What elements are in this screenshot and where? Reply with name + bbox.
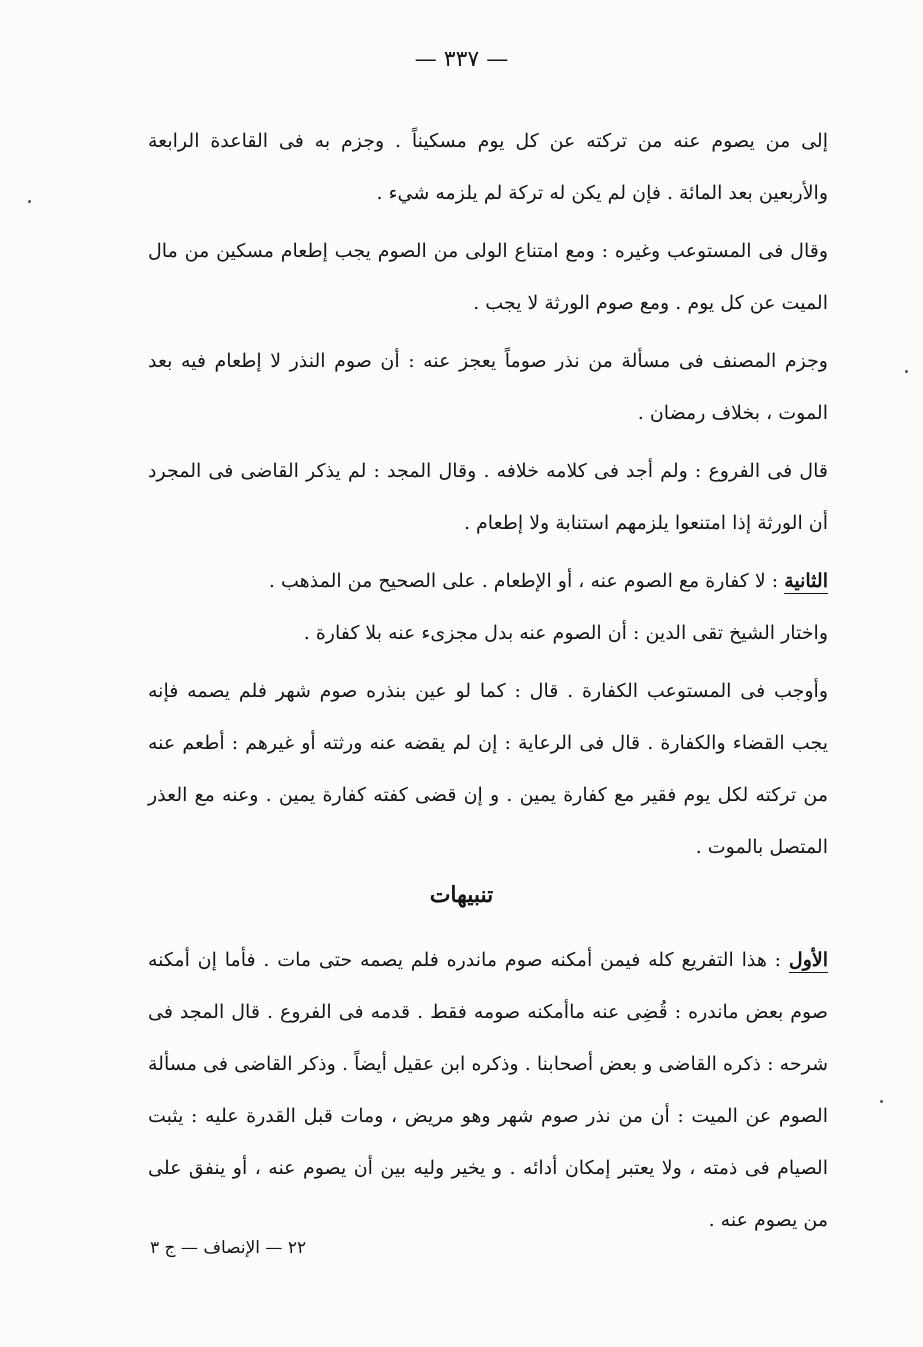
paragraph-3: وجزم المصنف فى مسألة من نذر صوماً يعجز عنه : أن صوم النذر لا إطعام فيه بعد الموت ، بخلاف رمضان . xyxy=(148,350,828,424)
body-text-upper xyxy=(148,115,828,873)
paragraph-1: إلى من يصوم عنه من تركته عن كل يوم مسكيناً . وجزم به فى القاعدة الرابعة والأربعين بعد المائة . فإن لم يكن له تركة لم يلزمه شيء . xyxy=(148,130,828,204)
second-text: : لا كفارة مع الصوم عنه ، أو الإطعام . على الصحيح من المذهب . xyxy=(268,570,779,592)
second-lead-word: الثانية xyxy=(784,570,828,592)
first-text: : هذا التفريع كله فيمن أمكنه صوم ماندره فلم يصمه حتى مات . فأما إن أمكنه صوم بعض ماندره : قُضِى عنه ماأمكنه صومه فقط . قدمه فى الفروع . قال المجد فى شرحه : ذكره القاضى و بعض أصحابنا . وذكره ابن عقيل أيضاً . وذكر القاضى فى مسألة الصوم عن الميت : أن من نذر صوم شهر وهو مريض ، ومات قبل القدرة عليه : يثبت الصيام فى ذمته ، ولا يعتبر إمكان أدائه . و يخير وليه بين أن يصوم عنه ، أو ينفق على من يصوم عنه . xyxy=(148,949,828,1231)
paragraph-first-note xyxy=(148,934,828,1246)
paragraph-second xyxy=(148,555,828,607)
scan-speck xyxy=(28,200,31,203)
section-heading: تنبيهات xyxy=(429,882,494,908)
paragraph-5: واختار الشيخ تقى الدين : أن الصوم عنه بدل مجزىء عنه بلا كفارة . xyxy=(303,622,828,644)
scan-speck xyxy=(905,370,908,373)
paragraph-4: قال فى الفروع : ولم أجد فى كلامه خلافه . وقال المجد : لم يذكر القاضى فى المجرد أن الورثة إذا امتنعوا يلزمهم استنابة ولا إطعام . xyxy=(148,460,828,534)
body-text-lower xyxy=(148,934,828,1246)
scan-speck xyxy=(880,1100,883,1103)
first-lead-word: الأول xyxy=(788,949,828,971)
paragraph-2: وقال فى المستوعب وغيره : ومع امتناع الولى من الصوم يجب إطعام مسكين من مال الميت عن كل يوم . ومع صوم الورثة لا يجب . xyxy=(148,240,828,314)
footer-signature: ٢٢ — الإنصاف — ج ٣ xyxy=(150,1238,307,1258)
page-number: — ٣٣٧ — xyxy=(414,47,509,72)
paragraph-6: وأوجب فى المستوعب الكفارة . قال : كما لو عين بنذره صوم شهر فلم يصمه فإنه يجب القضاء والكفارة . قال فى الرعاية : إن لم يقضه عنه ورثته أو غيرهم : أطعم عنه من تركته لكل يوم فقير مع كفارة يمين . و إن قضى كفته كفارة يمين . وعنه مع العذر المتصل بالموت . xyxy=(148,680,828,858)
